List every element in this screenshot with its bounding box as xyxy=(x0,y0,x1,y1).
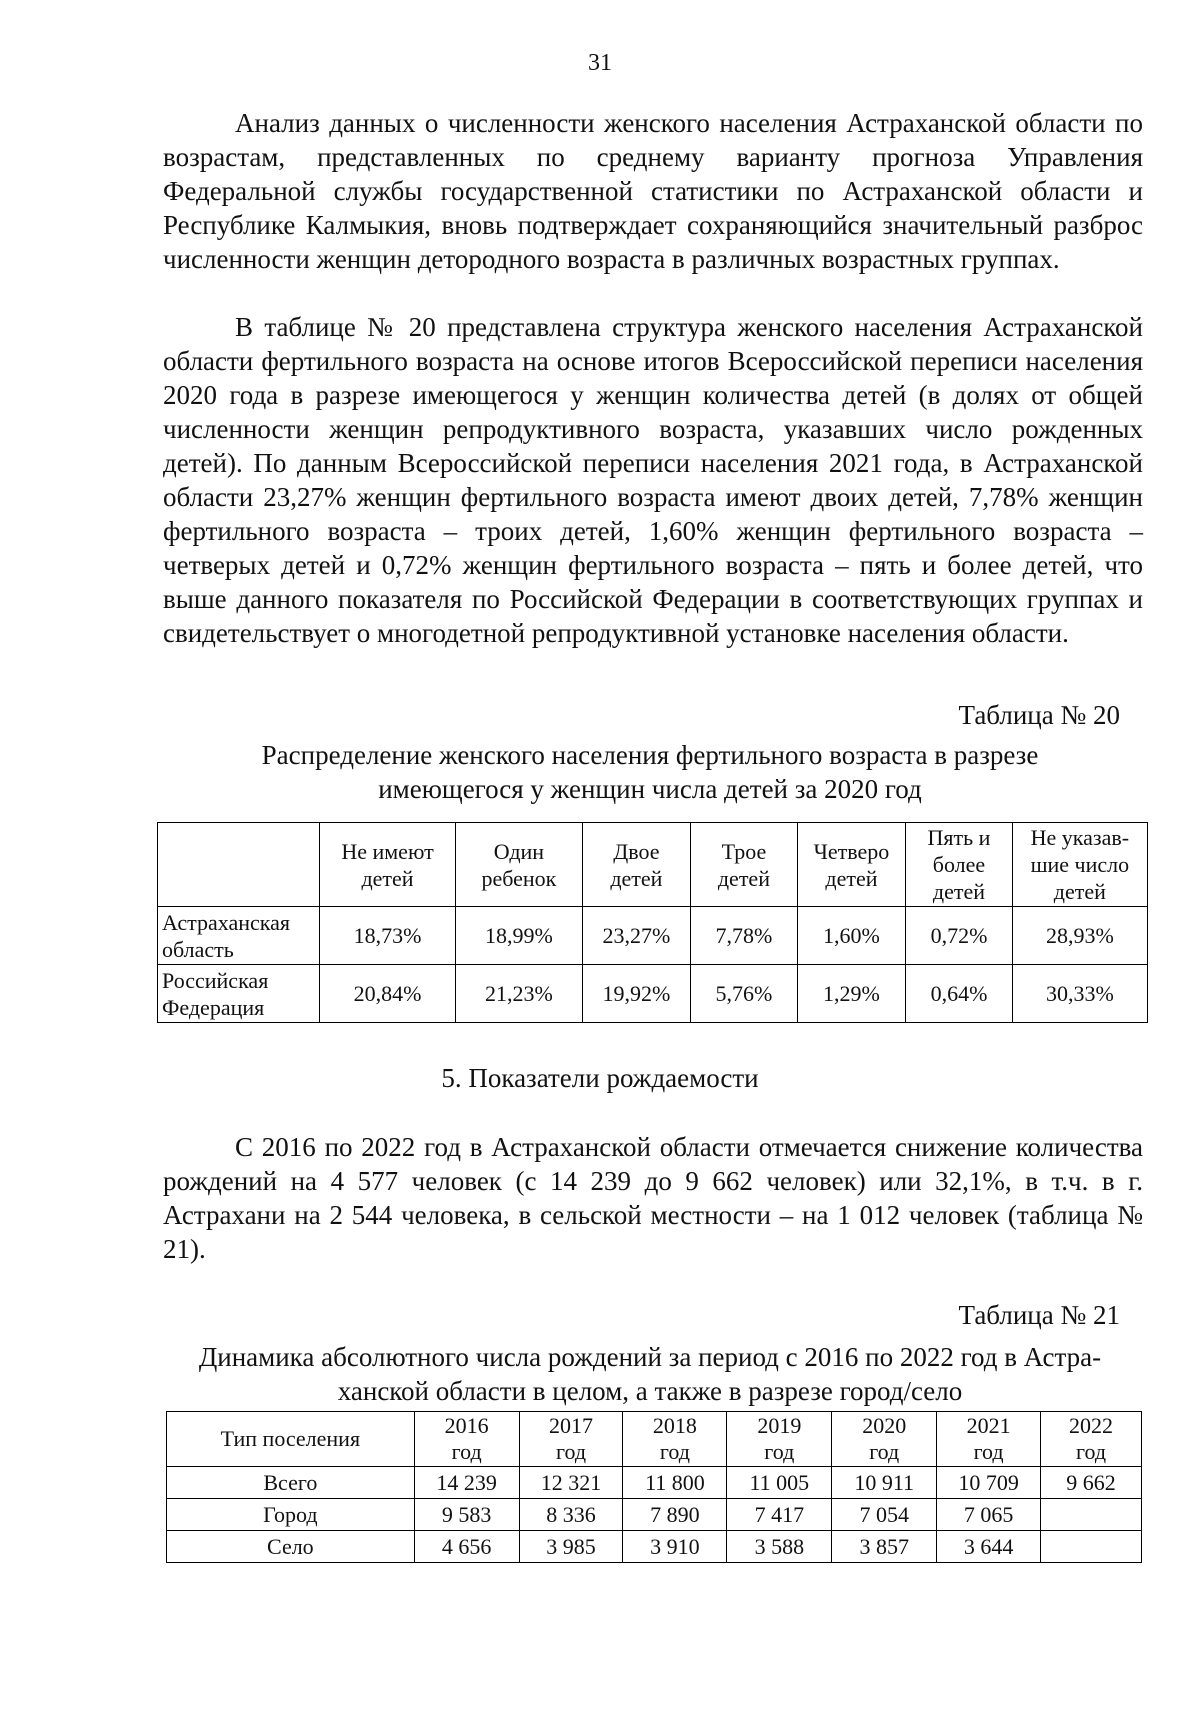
table20-caption xyxy=(100,738,1200,806)
table-row xyxy=(158,965,1148,1023)
table21-cell xyxy=(1041,1499,1142,1531)
table21-cell: 7 054 xyxy=(832,1499,937,1531)
table21-cell: 4 656 xyxy=(414,1531,519,1563)
table21-year-cell: 2018 год xyxy=(623,1412,727,1467)
table21-cell: 10 911 xyxy=(832,1467,937,1499)
table20-cell: 23,27% xyxy=(582,907,691,965)
table21-cell: 3 910 xyxy=(623,1531,727,1563)
table21-cell: 7 065 xyxy=(937,1499,1041,1531)
table20-cell: 1,29% xyxy=(797,965,906,1023)
table21-cell: 9 583 xyxy=(414,1499,519,1531)
table21-header-row xyxy=(167,1412,1142,1467)
table20-header-cell: Двое детей xyxy=(582,823,691,907)
table21-year-cell: 2022 год xyxy=(1041,1412,1142,1467)
table20-cell: 20,84% xyxy=(319,965,455,1023)
table21-row-name: Всего xyxy=(167,1467,415,1499)
table20-cell: 21,23% xyxy=(456,965,582,1023)
table20-corner-cell xyxy=(158,823,320,907)
table21-row-name: Город xyxy=(167,1499,415,1531)
table20-cell: 7,78% xyxy=(691,907,797,965)
table20-row-name: Астраханская область xyxy=(158,907,320,965)
table20-caption-line1: Распределение женского населения фертильного возраста в разрезе xyxy=(261,740,1039,770)
table21-cell: 12 321 xyxy=(519,1467,623,1499)
paragraph-analysis: Анализ данных о численности женского населения Астраханской области по возрастам, представленных по среднему варианту прогноза Управления Федеральной службы государственной статистики по Астраханской области и Республике Калмыкия, вновь подтверждает сохраняющийся значительный разброс численности женщин детородного возраста в различных возрастных группах. xyxy=(163,108,1143,274)
table21-cell: 3 985 xyxy=(519,1531,623,1563)
table21 xyxy=(166,1411,1142,1563)
table21-caption xyxy=(100,1340,1200,1408)
table20-caption-line2: имеющегося у женщин числа детей за 2020 год xyxy=(378,774,922,804)
table21-label: Таблица № 21 xyxy=(958,1300,1120,1330)
table-row xyxy=(167,1531,1142,1563)
table21-caption-line2: ханской области в целом, а также в разрезе город/село xyxy=(337,1376,963,1406)
table21-cell: 8 336 xyxy=(519,1499,623,1531)
table21-cell: 7 890 xyxy=(623,1499,727,1531)
table20-header-cell: Трое детей xyxy=(691,823,797,907)
table21-year-cell: 2020 год xyxy=(832,1412,937,1467)
table21-cell: 14 239 xyxy=(414,1467,519,1499)
section-heading: 5. Показатели рождаемости xyxy=(441,1063,759,1093)
table20-cell: 1,60% xyxy=(797,907,906,965)
table21-caption-line1: Динамика абсолютного числа рождений за период с 2016 по 2022 год в Астра- xyxy=(198,1342,1102,1372)
table21-cell xyxy=(1041,1531,1142,1563)
table20-cell: 19,92% xyxy=(582,965,691,1023)
table21-year-cell: 2019 год xyxy=(727,1412,832,1467)
table-row xyxy=(167,1467,1142,1499)
table21-year-cell: 2017 год xyxy=(519,1412,623,1467)
table21-cell: 7 417 xyxy=(727,1499,832,1531)
table20-label: Таблица № 20 xyxy=(958,700,1120,730)
table21-header-first: Тип поселения xyxy=(167,1412,415,1467)
table20-cell: 18,73% xyxy=(319,907,455,965)
paragraph-table20-intro: В таблице № 20 представлена структура женского населения Астраханской области фертильного возраста на основе итогов Всероссийской переписи населения 2020 года в разрезе имеющегося у женщин количества детей (в долях от общей численности женщин репродуктивного возраста, указавших число рожденных детей). По данным Всероссийской переписи населения 2021 года, в Астраханской области 23,27% женщин фертильного возраста имеют двоих детей, 7,78% женщин фертильного возраста – троих детей, 1,60% женщин фертильного возраста – четверых детей и 0,72% женщин фертильного возраста – пять и более детей, что выше данного показателя по Российской Федерации в соответствующих группах и свидетельствует о многодетной репродуктивной установке населения области. xyxy=(163,312,1143,648)
table20-cell: 30,33% xyxy=(1012,965,1147,1023)
table21-year-cell: 2021 год xyxy=(937,1412,1041,1467)
table21-cell: 3 644 xyxy=(937,1531,1041,1563)
table21-cell: 9 662 xyxy=(1041,1467,1142,1499)
table20 xyxy=(157,822,1148,1023)
table20-header-row xyxy=(158,823,1148,907)
table20-cell: 0,64% xyxy=(906,965,1012,1023)
table20-cell: 28,93% xyxy=(1012,907,1147,965)
table20-cell: 0,72% xyxy=(906,907,1012,965)
table20-header-cell: Не имеют детей xyxy=(319,823,455,907)
table21-cell: 11 800 xyxy=(623,1467,727,1499)
page-number: 31 xyxy=(588,50,612,76)
table20-header-cell: Пять и более детей xyxy=(906,823,1012,907)
table-row xyxy=(158,907,1148,965)
table21-cell: 10 709 xyxy=(937,1467,1041,1499)
table20-cell: 18,99% xyxy=(456,907,582,965)
table21-cell: 3 588 xyxy=(727,1531,832,1563)
table20-header-cell: Один ребенок xyxy=(456,823,582,907)
table21-cell: 3 857 xyxy=(832,1531,937,1563)
table21-year-cell: 2016 год xyxy=(414,1412,519,1467)
table20-header-cell: Не указав- шие число детей xyxy=(1012,823,1147,907)
table20-row-name: Российская Федерация xyxy=(158,965,320,1023)
table20-header-cell: Четверо детей xyxy=(797,823,906,907)
table-row xyxy=(167,1499,1142,1531)
table21-row-name: Село xyxy=(167,1531,415,1563)
table20-cell: 5,76% xyxy=(691,965,797,1023)
paragraph-births: С 2016 по 2022 год в Астраханской области отмечается снижение количества рождений на 4 577 человек (с 14 239 до 9 662 человек) или 32,1%, в т.ч. в г. Астрахани на 2 544 человека, в сельской местности – на 1 012 человек (таблица № 21). xyxy=(163,1132,1143,1264)
table21-cell: 11 005 xyxy=(727,1467,832,1499)
